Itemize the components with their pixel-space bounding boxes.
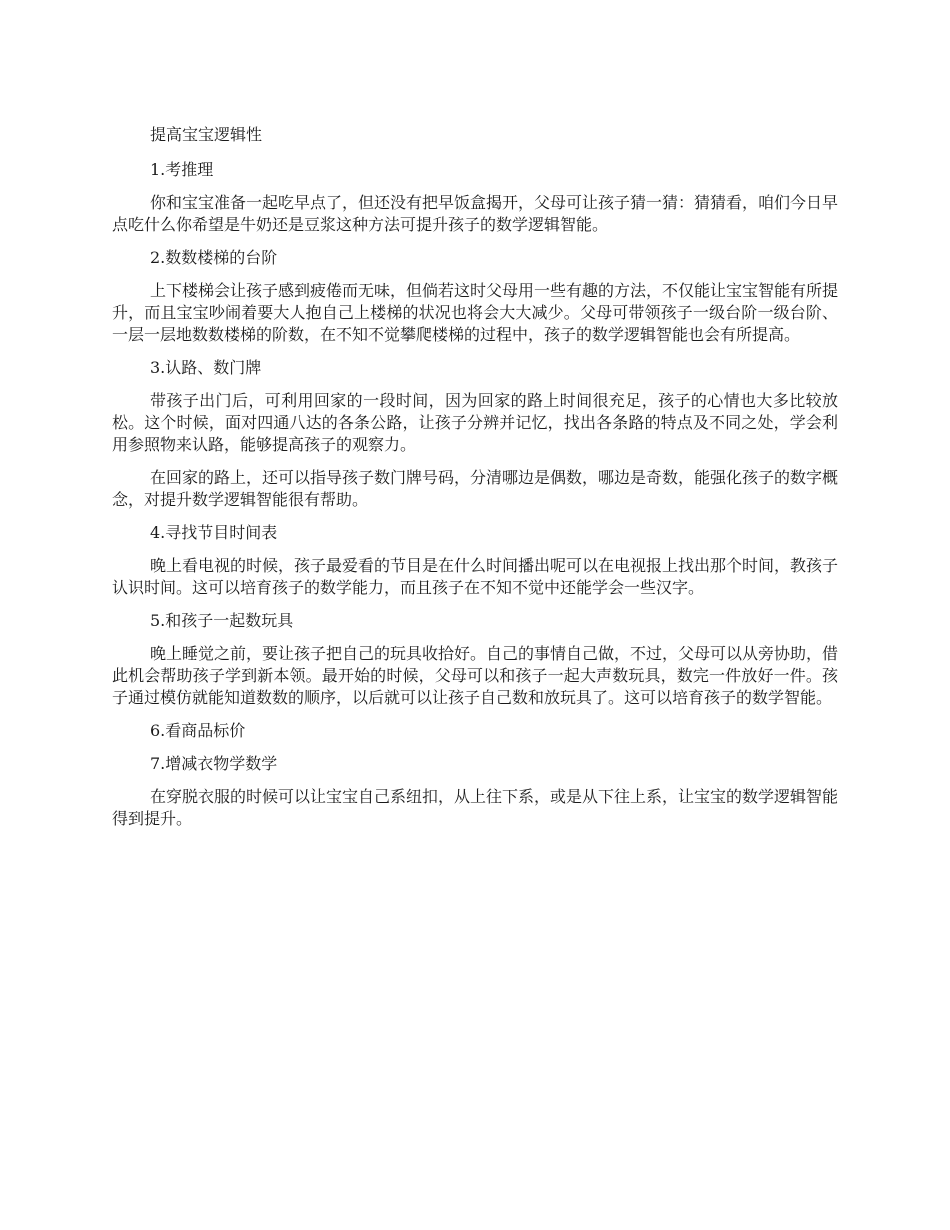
section-heading-7: 7.增减衣物学数学	[150, 754, 278, 773]
section-heading-1: 1.考推理	[150, 160, 214, 179]
section-5-paragraph-1: 晚上睡觉之前，要让孩子把自己的玩具收拾好。自己的事情自己做，不过，父母可以从旁协助，借此机会帮助孩子学到新本领。最开始的时候，父母可以和孩子一起大声数玩具，数完一件放好一件。孩子通过模仿就能知道数数的顺序，以后就可以让孩子自己数和放玩具了。这可以培育孩子的数学智能。	[112, 644, 839, 707]
section-2-paragraph-1: 上下楼梯会让孩子感到疲倦而无味，但倘若这时父母用一些有趣的方法，不仅能让宝宝智能有所提升，而且宝宝吵闹着要大人抱自己上楼梯的状况也将会大大减少。父母可带领孩子一级台阶一级台阶、一层一层地数数楼梯的阶数，在不知不觉攀爬楼梯的过程中，孩子的数学逻辑智能也会有所提高。	[112, 281, 839, 344]
section-heading-5: 5.和孩子一起数玩具	[150, 611, 294, 630]
document-title: 提高宝宝逻辑性	[150, 125, 263, 144]
section-3-paragraph-2: 在回家的路上，还可以指导孩子数门牌号码，分清哪边是偶数，哪边是奇数，能强化孩子的数字概念，对提升数学逻辑智能很有帮助。	[112, 468, 839, 509]
section-7-paragraph-1: 在穿脱衣服的时候可以让宝宝自己系纽扣，从上往下系，或是从下往上系，让宝宝的数学逻辑智能得到提升。	[112, 787, 839, 828]
section-3-paragraph-1: 带孩子出门后，可利用回家的一段时间，因为回家的路上时间很充足，孩子的心情也大多比较放松。这个时候，面对四通八达的各条公路，让孩子分辨并记忆，找出各条路的特点及不同之处，学会利用参照物来认路，能够提高孩子的观察力。	[112, 391, 838, 454]
section-heading-4: 4.寻找节目时间表	[150, 523, 278, 542]
section-heading-3: 3.认路、数门牌	[150, 358, 262, 377]
section-heading-2: 2.数数楼梯的台阶	[150, 248, 278, 267]
section-4-paragraph-1: 晚上看电视的时候，孩子最爱看的节目是在什么时间播出呢可以在电视报上找出那个时间，教孩子认识时间。这可以培育孩子的数学能力，而且孩子在不知不觉中还能学会一些汉字。	[112, 556, 839, 597]
section-heading-6: 6.看商品标价	[150, 721, 246, 740]
section-1-paragraph-1: 你和宝宝准备一起吃早点了，但还没有把早饭盒揭开，父母可让孩子猜一猜：猜猜看，咱们今日早点吃什么你希望是牛奶还是豆浆这种方法可提升孩子的数学逻辑智能。	[112, 193, 839, 234]
document-page	[112, 124, 838, 841]
